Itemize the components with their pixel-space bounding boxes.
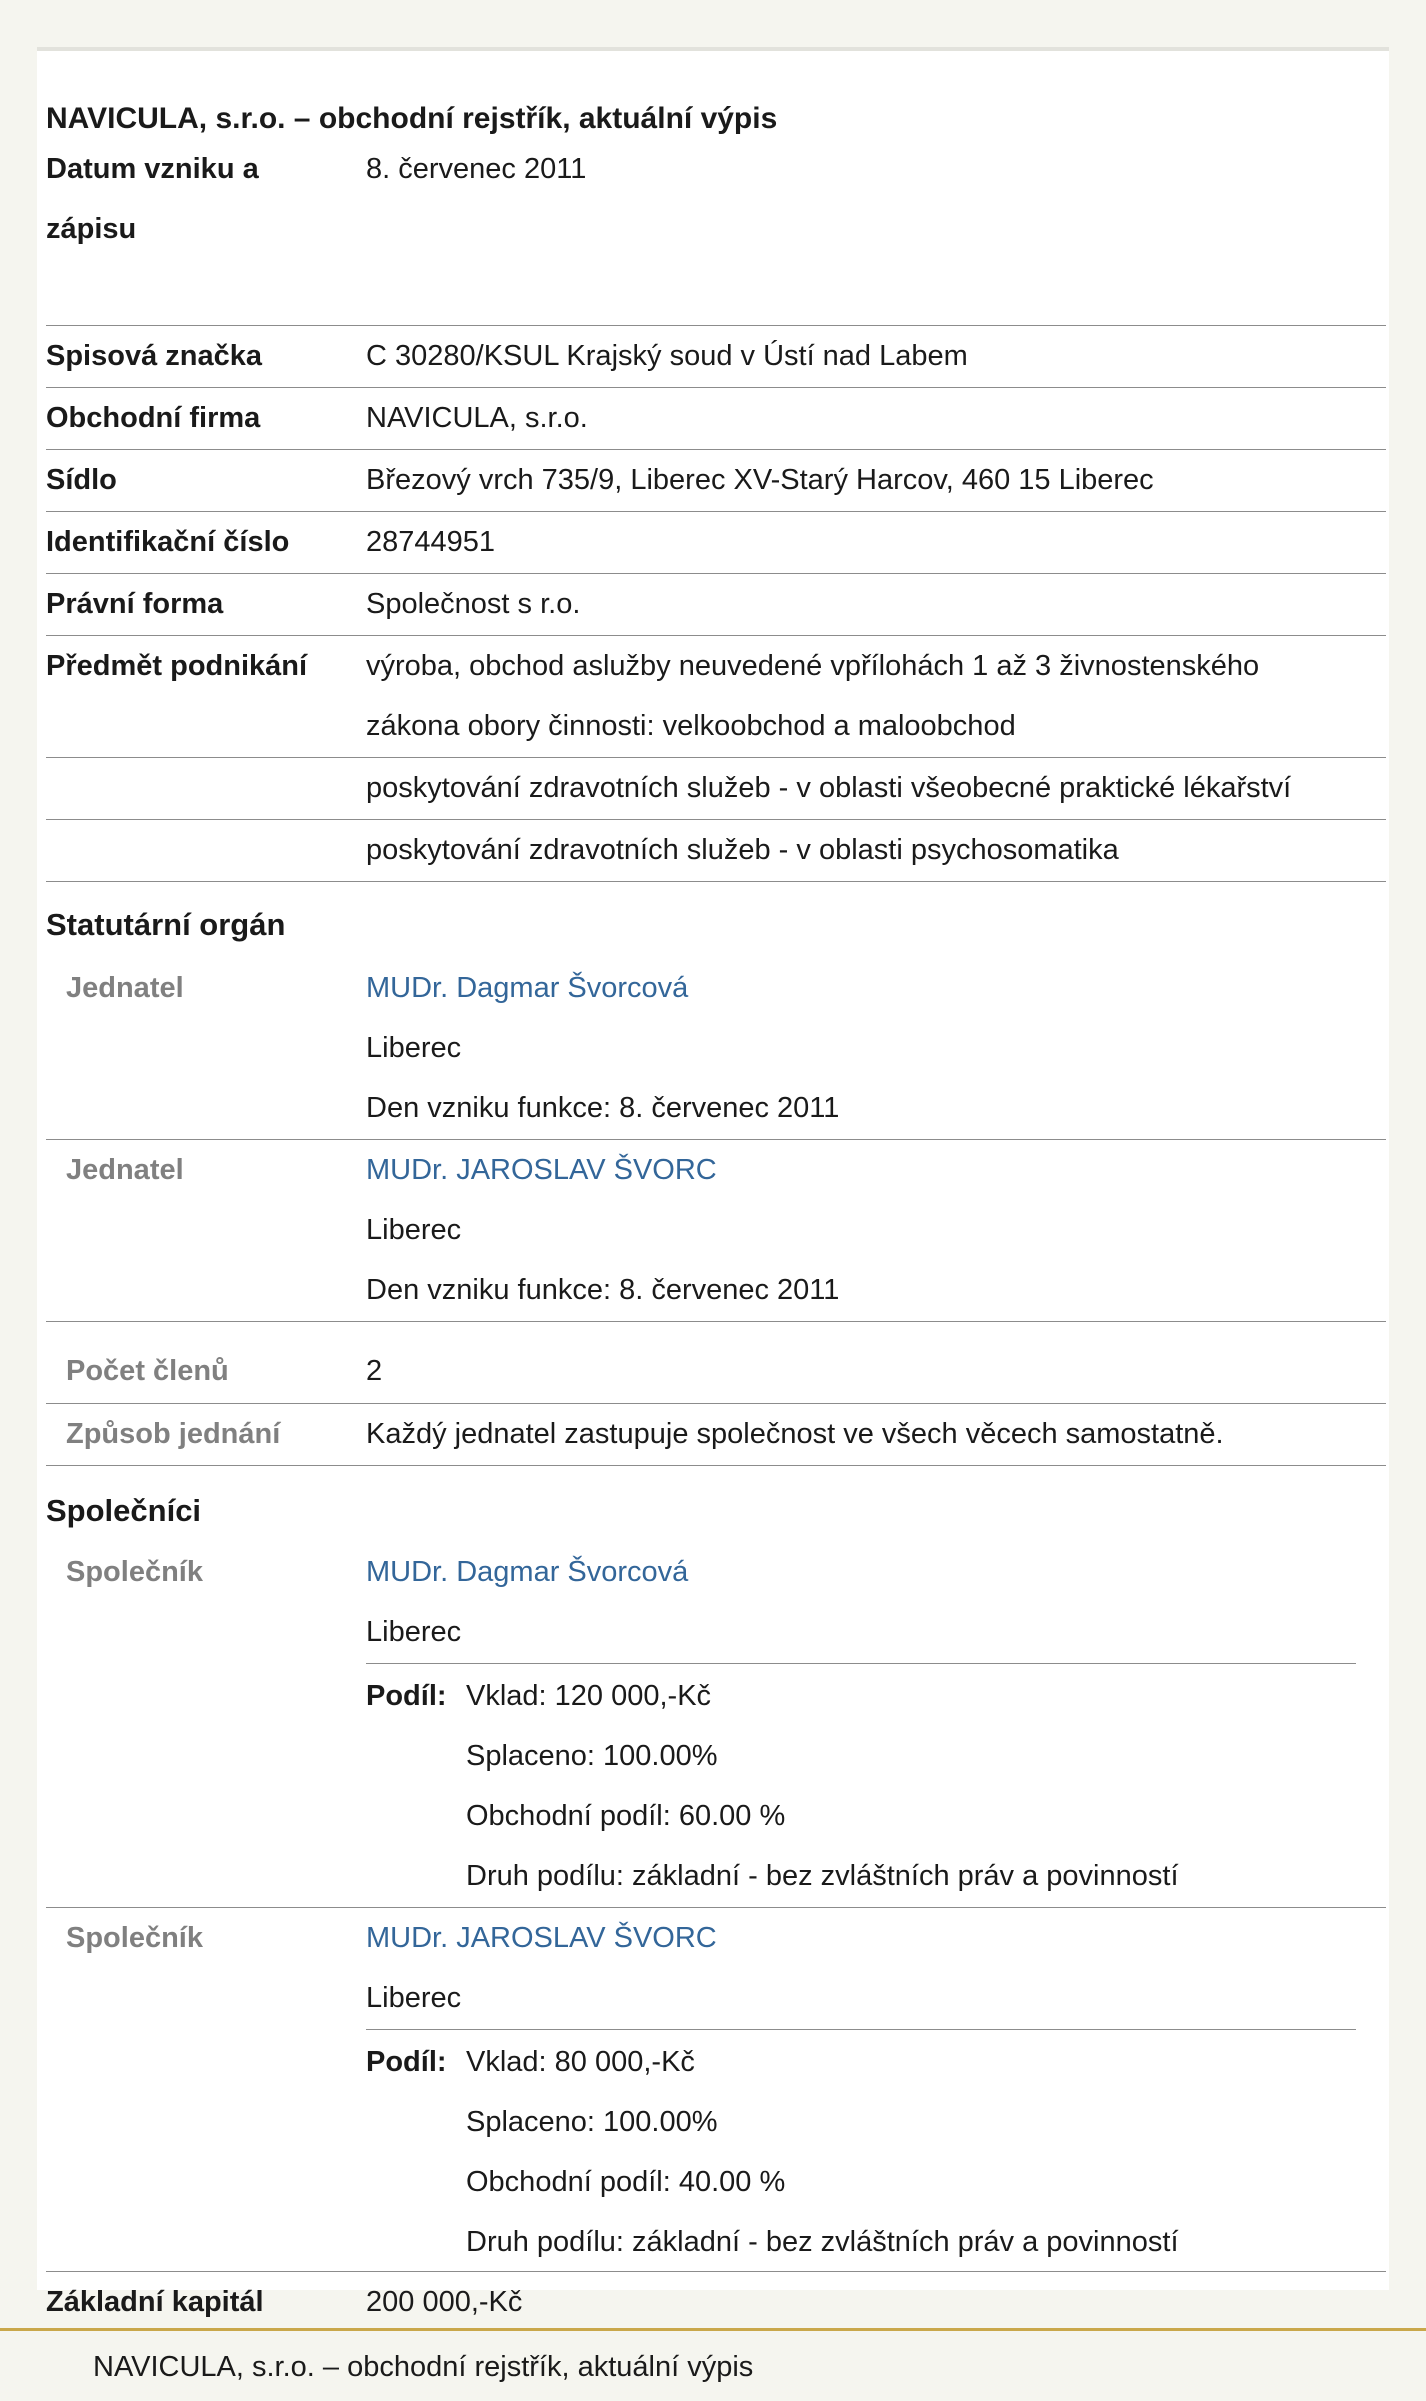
row-predmet-1 [46,636,1386,758]
page-title: NAVICULA, s.r.o. – obchodní rejstřík, aktuální výpis [46,102,778,135]
predmet-label: Předmět podnikání [46,650,308,682]
partner-name-link[interactable]: MUDr. JAROSLAV ŠVORC [366,1922,717,1954]
podil-druh: Druh podílu: základní - bez zvláštních práv a povinností [466,1860,1179,1892]
sidlo-label: Sídlo [46,464,117,496]
spisova-value: C 30280/KSUL Krajský soud v Ústí nad Labem [366,340,968,372]
pocet-label: Počet členů [66,1355,229,1387]
row-datum [46,139,1386,326]
podil-obchodni: Obchodní podíl: 60.00 % [466,1800,786,1832]
statutarni-member-1 [46,958,1386,1140]
podil-details [466,2032,1179,2272]
podil-obchodni: Obchodní podíl: 40.00 % [466,2166,786,2198]
row-ico [46,512,1386,574]
partner-role: Společník [66,1556,203,1588]
podil-splaceno: Splaceno: 100.00% [466,2106,718,2138]
member-city: Liberec [366,1214,462,1246]
podil-label: Podíl: [366,2046,447,2078]
page-footer [0,2328,1426,2401]
row-spisova [46,326,1386,388]
predmet-line-1b: zákona obory činnosti: velkoobchod a maloobchod [366,710,1016,742]
partner-role: Společník [66,1922,203,1954]
member-since: Den vzniku funkce: 8. červenec 2011 [366,1274,840,1306]
pocet-value: 2 [366,1355,383,1387]
row-sidlo [46,450,1386,512]
divider [366,2029,1356,2030]
zpusob-label: Způsob jednání [66,1418,281,1450]
row-predmet-2 [46,758,1386,820]
ico-label: Identifikační číslo [46,526,290,558]
row-pocet-clenu [46,1341,1386,1404]
spolecnici-heading: Společníci [46,1493,202,1528]
statutarni-member-2 [46,1140,1386,1322]
spisova-label: Spisová značka [46,340,262,372]
podil-vklad: Vklad: 80 000,-Kč [466,2046,695,2078]
row-firma [46,388,1386,450]
sidlo-value: Březový vrch 735/9, Liberec XV-Starý Harcov, 460 15 Liberec [366,464,1154,496]
datum-label-line1: Datum vzniku a [46,153,259,185]
ico-value: 28744951 [366,526,496,558]
firma-label: Obchodní firma [46,402,261,434]
row-zakladni-kapital [46,2272,1386,2334]
member-role: Jednatel [66,972,184,1004]
datum-value: 8. červenec 2011 [366,153,587,185]
predmet-line-1a: výroba, obchod aslužby neuvedené vpřílohách 1 až 3 živnostenského [366,650,1260,682]
member-name-link[interactable]: MUDr. Dagmar Švorcová [366,972,689,1004]
podil-label: Podíl: [366,1680,447,1712]
spolecnik-1 [46,1542,1386,1908]
partner-name-link[interactable]: MUDr. Dagmar Švorcová [366,1556,689,1588]
kapital-label: Základní kapitál [46,2286,264,2318]
kapital-value: 200 000,-Kč [366,2286,523,2318]
datum-label [46,139,259,259]
member-name-link[interactable]: MUDr. JAROSLAV ŠVORC [366,1154,717,1186]
partner-city: Liberec [366,1982,462,2014]
spolecnik-2 [46,1908,1386,2272]
forma-value: Společnost s r.o. [366,588,581,620]
row-forma [46,574,1386,636]
podil-vklad: Vklad: 120 000,-Kč [466,1680,712,1712]
partner-city: Liberec [366,1616,462,1648]
podil-splaceno: Splaceno: 100.00% [466,1740,718,1772]
statutarni-heading: Statutární orgán [46,907,286,942]
member-city: Liberec [366,1032,462,1064]
podil-details [466,1666,1179,1906]
predmet-value-3: poskytování zdravotních služeb - v oblasti psychosomatika [366,834,1119,866]
predmet-value-1 [366,636,1259,756]
member-details [366,958,839,1138]
partner-details [366,1542,688,1662]
footer-title: NAVICULA, s.r.o. – obchodní rejstřík, aktuální výpis [93,2351,754,2383]
row-zpusob-jednani [46,1404,1386,1466]
predmet-value-2: poskytování zdravotních služeb - v oblasti všeobecné praktické lékařství [366,772,1292,804]
divider [366,1663,1356,1664]
firma-value: NAVICULA, s.r.o. [366,402,588,434]
forma-label: Právní forma [46,588,224,620]
row-predmet-3 [46,820,1386,882]
member-role: Jednatel [66,1154,184,1186]
member-details [366,1140,839,1320]
podil-druh: Druh podílu: základní - bez zvláštních práv a povinností [466,2226,1179,2258]
register-extract-page [37,47,1389,2318]
member-since: Den vzniku funkce: 8. červenec 2011 [366,1092,840,1124]
partner-details [366,1908,717,2028]
zpusob-value: Každý jednatel zastupuje společnost ve všech věcech samostatně. [366,1418,1224,1450]
datum-label-line2: zápisu [46,213,137,245]
